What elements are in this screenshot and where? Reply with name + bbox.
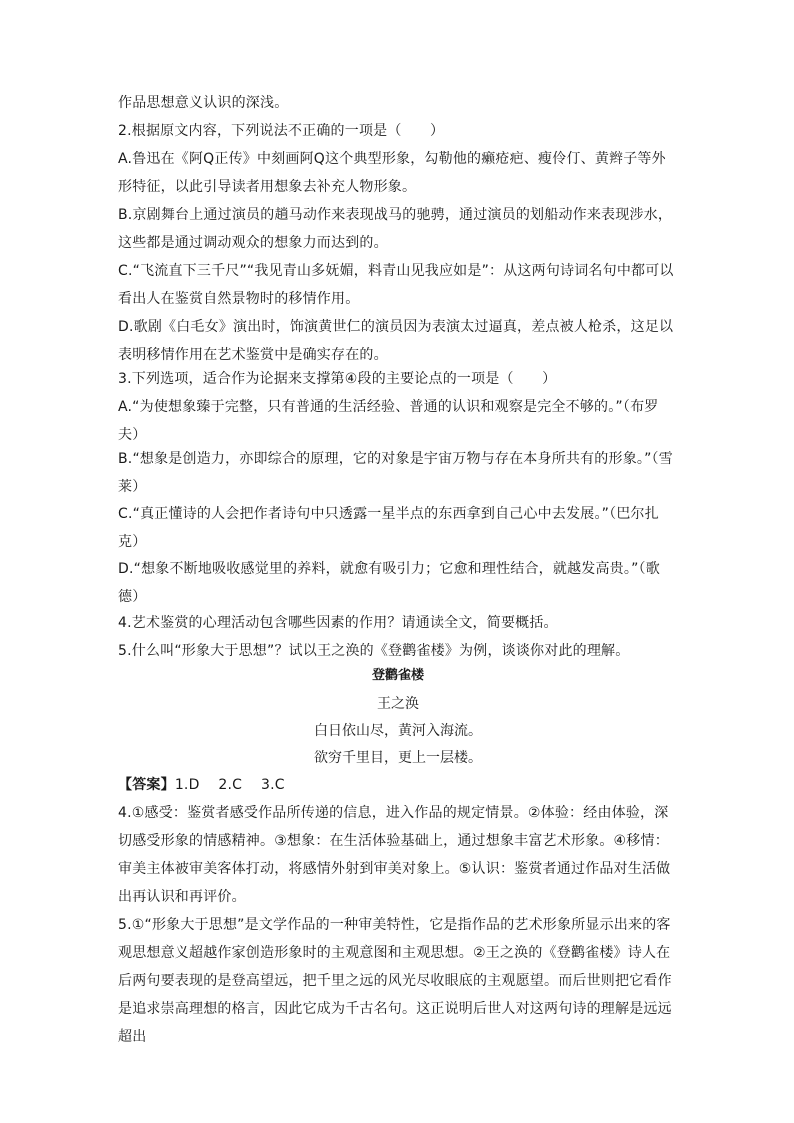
question-3-option-c: C.“真正懂诗的人会把作者诗句中只透露一星半点的东西拿到自己心中去发展。”（巴尔扎克）: [118, 506, 659, 550]
answer-label: 【答案】: [118, 777, 175, 793]
answer-5: 5.①“形象大于思想”是文学作品的一种审美特性，它是指作品的艺术形象所显示出来的客观思想意义超越作家创造形象时的主观意图和主观思想。②王之涣的《登鹳雀楼》诗人在后两句要表现的是登高望远，把千里之远的风光尽收眼底的主观愿望。而后世则把它看作是追求崇高理想的格言，因此它成为千古名句。这正说明后世人对这两句诗的理解是远远超出: [118, 917, 672, 1045]
poem-line-1: 白日依山尽，黄河入海流。: [314, 723, 482, 739]
question-2-option-b: B.京剧舞台上通过演员的趟马动作来表现战马的驰骋，通过演员的划船动作来表现涉水，这些都是通过调动观众的想象力而达到的。: [118, 207, 673, 251]
question-3-option-b: B.“想象是创造力，亦即综合的原理，它的对象是宇宙万物与存在本身所共有的形象。”（雪莱）: [118, 451, 673, 495]
poem-author: 王之涣: [377, 696, 419, 712]
poem-line-2: 欲穷千里目，更上一层楼。: [314, 750, 482, 766]
answer-4: 4.①感受：鉴赏者感受作品所传递的信息，进入作品的规定情景。②体验：经由体验，深切感受形象的情感精神。③想象：在生活体验基础上，通过想象丰富艺术形象。④移情：审美主体被审美客体打动，将感情外射到审美对象上。⑤认识：鉴赏者通过作品对生活做出再认识和再评价。: [118, 805, 671, 905]
paragraph-continuation: 作品思想意义认识的深浅。: [118, 95, 289, 111]
question-2-option-d: D.歌剧《白毛女》演出时，饰演黄世仁的演员因为表演太过逼真，差点被人枪杀，这足以表明移情作用在艺术鉴赏中是确实存在的。: [118, 319, 674, 363]
question-2-option-c: C.“飞流直下三千尺”“我见青山多妩媚，料青山见我应如是”：从这两句诗词名句中都可以看出人在鉴赏自然景物时的移情作用。: [118, 263, 674, 307]
question-3-option-d: D.“想象不断地吸收感觉里的养料，就愈有吸引力；它愈和理性结合，就越发高贵。”（歌德）: [118, 561, 660, 605]
question-2: 2.根据原文内容，下列说法不正确的一项是（ ）: [118, 123, 445, 139]
answer-line: [118, 771, 678, 799]
question-3: 3.下列选项，适合作为论据来支撑第④段的主要论点的一项是（ ）: [118, 371, 557, 387]
answer-choices: 1.D 2.C 3.C: [174, 777, 285, 793]
question-5: 5.什么叫“形象大于思想”？试以王之涣的《登鹳雀楼》为例，谈谈你对此的理解。: [118, 643, 630, 659]
poem-title: 登鹳雀楼: [371, 668, 424, 683]
question-3-option-a: A.“为使想象臻于完整，只有普通的生活经验、普通的认识和观察是完全不够的。”（布罗夫）: [118, 399, 659, 443]
question-2-option-a: A.鲁迅在《阿Q正传》中刻画阿Q这个典型形象，勾勒他的癞疮疤、瘦伶仃、黄辫子等外形特征，以此引导读者用想象去补充人物形象。: [118, 151, 666, 195]
question-4: 4.艺术鉴赏的心理活动包含哪些因素的作用？请通读全文，简要概括。: [118, 615, 558, 631]
